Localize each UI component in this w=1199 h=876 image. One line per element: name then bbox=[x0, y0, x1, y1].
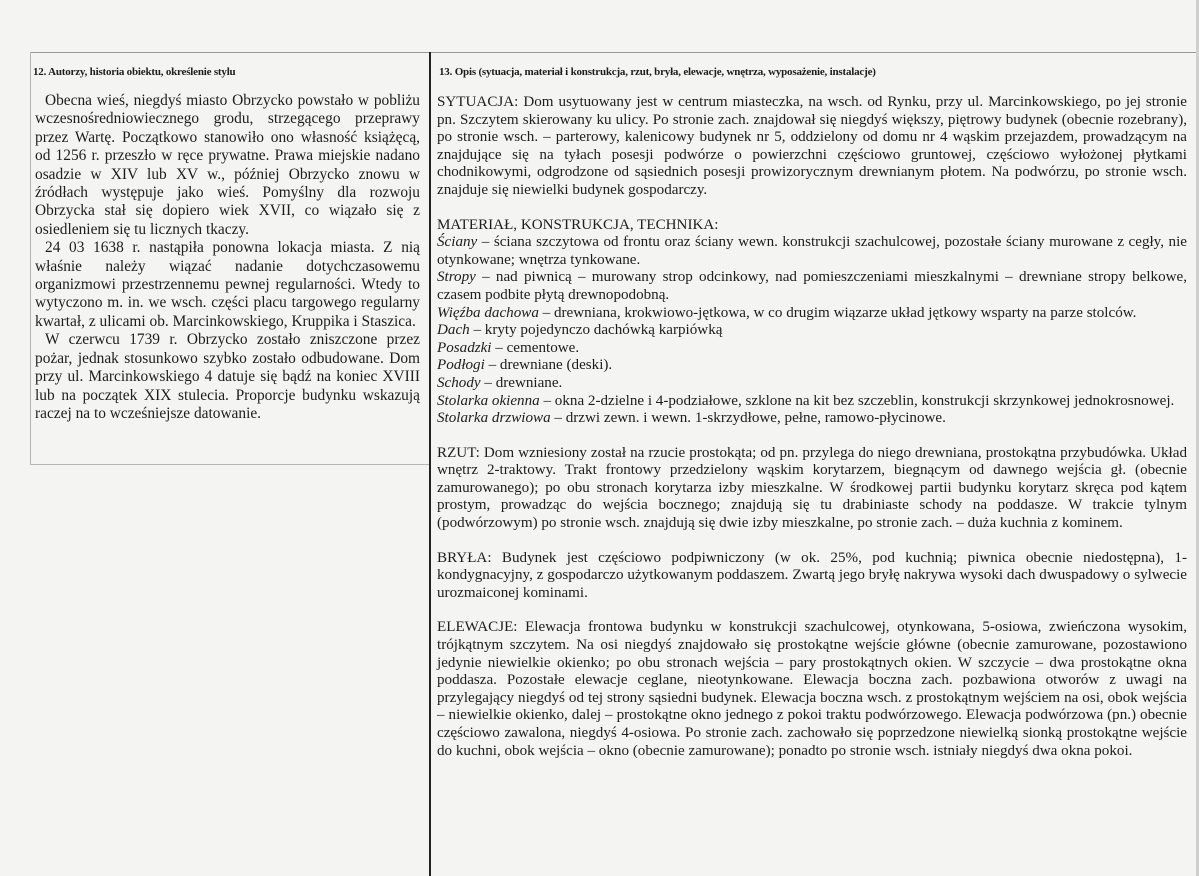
material-text: – drewniane (deski). bbox=[484, 357, 613, 374]
material-label: Podłogi bbox=[437, 357, 485, 374]
material-item-floors bbox=[437, 340, 1187, 358]
material-text: – drzwi zewn. i wewn. 1-skrzydłowe, pełne, ramowo-płycinowe. bbox=[550, 410, 946, 427]
history-paragraph: 24 03 1638 r. nastąpiła ponowna lokacja miasta. Z nią właśnie należy wiązać nadanie dotychczasowemu organizmowi przestrzennemu pewnej regularności. Wtedy to wytyczono m. in. we wsch. części placu targowego regularny kwartał, z ulicami ob. Marcinkowskiego, Kruppika i Staszica. bbox=[35, 239, 420, 330]
material-label: Stolarka okienna bbox=[437, 392, 540, 409]
material-item-windows bbox=[437, 393, 1187, 411]
description-column bbox=[437, 94, 1187, 760]
material-text: – drewniane. bbox=[480, 374, 563, 391]
material-section bbox=[437, 217, 1187, 428]
history-paragraph: Obecna wieś, niegdyś miasto Obrzycko powstało w pobliżu wczesnośredniowiecznego grodu, strzegącego przeprawy przez Wartę. Początkowo stanowiło ono własność książęcą, od 1256 r. przeszło w ręce prywatne. Prawa miejskie nadano osadzie w XIV lub XV w., później Obrzycko znowu w źródłach występuje jako wieś. Pomyślny dla rozwoju Obrzycka stał się dopiero wiek XVII, co wiązało się z osiedleniem się tu licznych tkaczy. bbox=[35, 92, 420, 238]
history-column bbox=[35, 92, 420, 423]
material-heading: MATERIAŁ, KONSTRUKCJA, TECHNIKA: bbox=[437, 216, 719, 233]
material-label: Dach bbox=[437, 322, 470, 339]
material-item-walls bbox=[437, 234, 1187, 269]
massing-paragraph: BRYŁA: Budynek jest częściowo podpiwniczony (w ok. 25%, pod kuchnią; piwnica obecnie niedostępna), 1-kondygnacyjny, z gospodarczo użytkowanym poddaszem. Zwartą jego bryłę nakrywa wysoki dach dwuspadowy o sylwecie urozmaiconej kominami. bbox=[437, 549, 1187, 601]
material-text: – drewniana, krokwiowo-jętkowa, w co drugim wiązarze układ jętkowy wsparty na parze stolców. bbox=[538, 304, 1137, 321]
column-divider bbox=[429, 52, 431, 876]
material-item-roof bbox=[437, 322, 1187, 340]
material-item-ceilings bbox=[437, 269, 1187, 304]
material-text: – kryty pojedynczo dachówką karpiówką bbox=[469, 322, 723, 339]
material-text: – ściana szczytowa od frontu oraz ściany wewn. konstrukcji szachulcowej, pozostałe ściany murowane z cegły, nie otynkowane; wnętrza tynkowane. bbox=[437, 234, 1187, 268]
material-item-doors bbox=[437, 410, 1187, 428]
material-label: Posadzki bbox=[437, 339, 492, 356]
material-label: Ściany bbox=[437, 234, 478, 251]
elevations-paragraph: ELEWACJE: Elewacja frontowa budynku w konstrukcji szachulcowej, otynkowana, 5-osiowa, zwieńczona wysokim, trójkątnym szczytem. Na osi niegdyś znajdowało się prostokątne wejście główne (obecnie zamurowane, pozostawiono jedynie niewielkie okienko; po obu stronach wejścia – pary prostokątnych okien. W szczycie – dwa prostokątne okna poddasza. Pozostałe elewacje ceglane, nieotynkowane. Elewacja boczna zach. pozbawiona otworów z uwagi na przylegający niegdyś od tej strony sąsiedni budynek. Elewacja boczna wsch. z prostokątnym wejściem na osi, obok wejścia – niewielkie okienko, dalej – prostokątne okno jednego z pokoi traktu podwórzowego. Elewacja podwórzowa (pn.) obecnie częściowo zawalona, niegdyś 4-osiowa. Po stronie zach. zachowało się poprzedzone niewielką sionką prostokątne wejście do kuchni, obok wejścia – okno (obecnie zamurowane); ponadto po stronie wsch. istniały niegdyś dwa okna pokoi. bbox=[437, 619, 1187, 759]
material-text: – okna 2-dzielne i 4-podziałowe, szklone na kit bez szczeblin, konstrukcji skrzynkowej jednokrosnowej. bbox=[539, 392, 1175, 409]
material-item-stairs bbox=[437, 375, 1187, 393]
section-12-heading: 12. Autorzy, historia obiektu, określenie stylu bbox=[33, 66, 236, 78]
form-top-border bbox=[30, 52, 1199, 53]
material-label: Schody bbox=[437, 374, 481, 391]
material-text: – nad piwnicą – murowany strop odcinkowy, nad pomieszczeniami mieszkalnymi – drewniane stropy belkowe, czasem podbite płytą drewnopodobną. bbox=[437, 269, 1187, 303]
situation-paragraph: SYTUACJA: Dom usytuowany jest w centrum miasteczka, na wsch. od Rynku, przy ul. Marcinkowskiego, po jej stronie pn. Szczytem skierowany ku ulicy. Po stronie zach. znajdował się niegdyś większy, piętrowy budynek (obecnie rozebrany), po stronie wsch. – parterowy, kalenicowy budynek nr 5, oddzielony od domu nr 4 wąskim przejazdem, prowadzącym na znajdujące się na tyłach posesji podwórze o powierzchni częściowo gruntowej, częściowo wyłożonej płytkami chodnikowymi, odgrodzone od sąsiednich posesji prowizorycznym drewnianym płotem. Na podwórzu, po stronie wsch. znajduje się niewielki budynek gospodarczy. bbox=[437, 94, 1187, 198]
material-item-floorboards bbox=[437, 357, 1187, 375]
material-label: Więźba dachowa bbox=[437, 304, 539, 321]
plan-paragraph: RZUT: Dom wzniesiony został na rzucie prostokąta; od pn. przylega do niego drewniana, prostokątna przybudówka. Układ wnętrz 2-traktowy. Trakt frontowy przedzielony wąskim korytarzem, biegnącym od dawnego wejścia gł. (obecnie zamurowanego); po obu stronach korytarza izby mieszkalne. W środkowej partii budynku korytarz skręca pod kątem prostym, prowadząc do wejścia bocznego; znajdują się tu drabiniaste schody na poddasze. W trakcie tylnym (podwórzowym) po stronie wsch. znajdują się dwie izby mieszkalne, po stronie zach. – duża kuchnia z kominem. bbox=[437, 444, 1187, 532]
material-label: Stropy bbox=[437, 269, 476, 286]
material-text: – cementowe. bbox=[491, 339, 580, 356]
form-left-border bbox=[30, 52, 31, 464]
material-item-roof-truss bbox=[437, 305, 1187, 323]
history-paragraph: W czerwcu 1739 r. Obrzycko zostało zniszczone przez pożar, jednak stosunkowo szybko zostało odbudowane. Dom przy ul. Marcinkowskiego 4 datuje się bądź na koniec XVIII lub na początek XIX stulecia. Proporcje budynku wskazują raczej na to wcześniejsze datowanie. bbox=[35, 331, 420, 422]
form-left-bottom-border bbox=[30, 464, 429, 465]
material-label: Stolarka drzwiowa bbox=[437, 410, 551, 427]
section-13-heading: 13. Opis (sytuacja, materiał i konstrukcja, rzut, bryła, elewacje, wnętrza, wyposażenie, instalacje) bbox=[439, 66, 876, 78]
